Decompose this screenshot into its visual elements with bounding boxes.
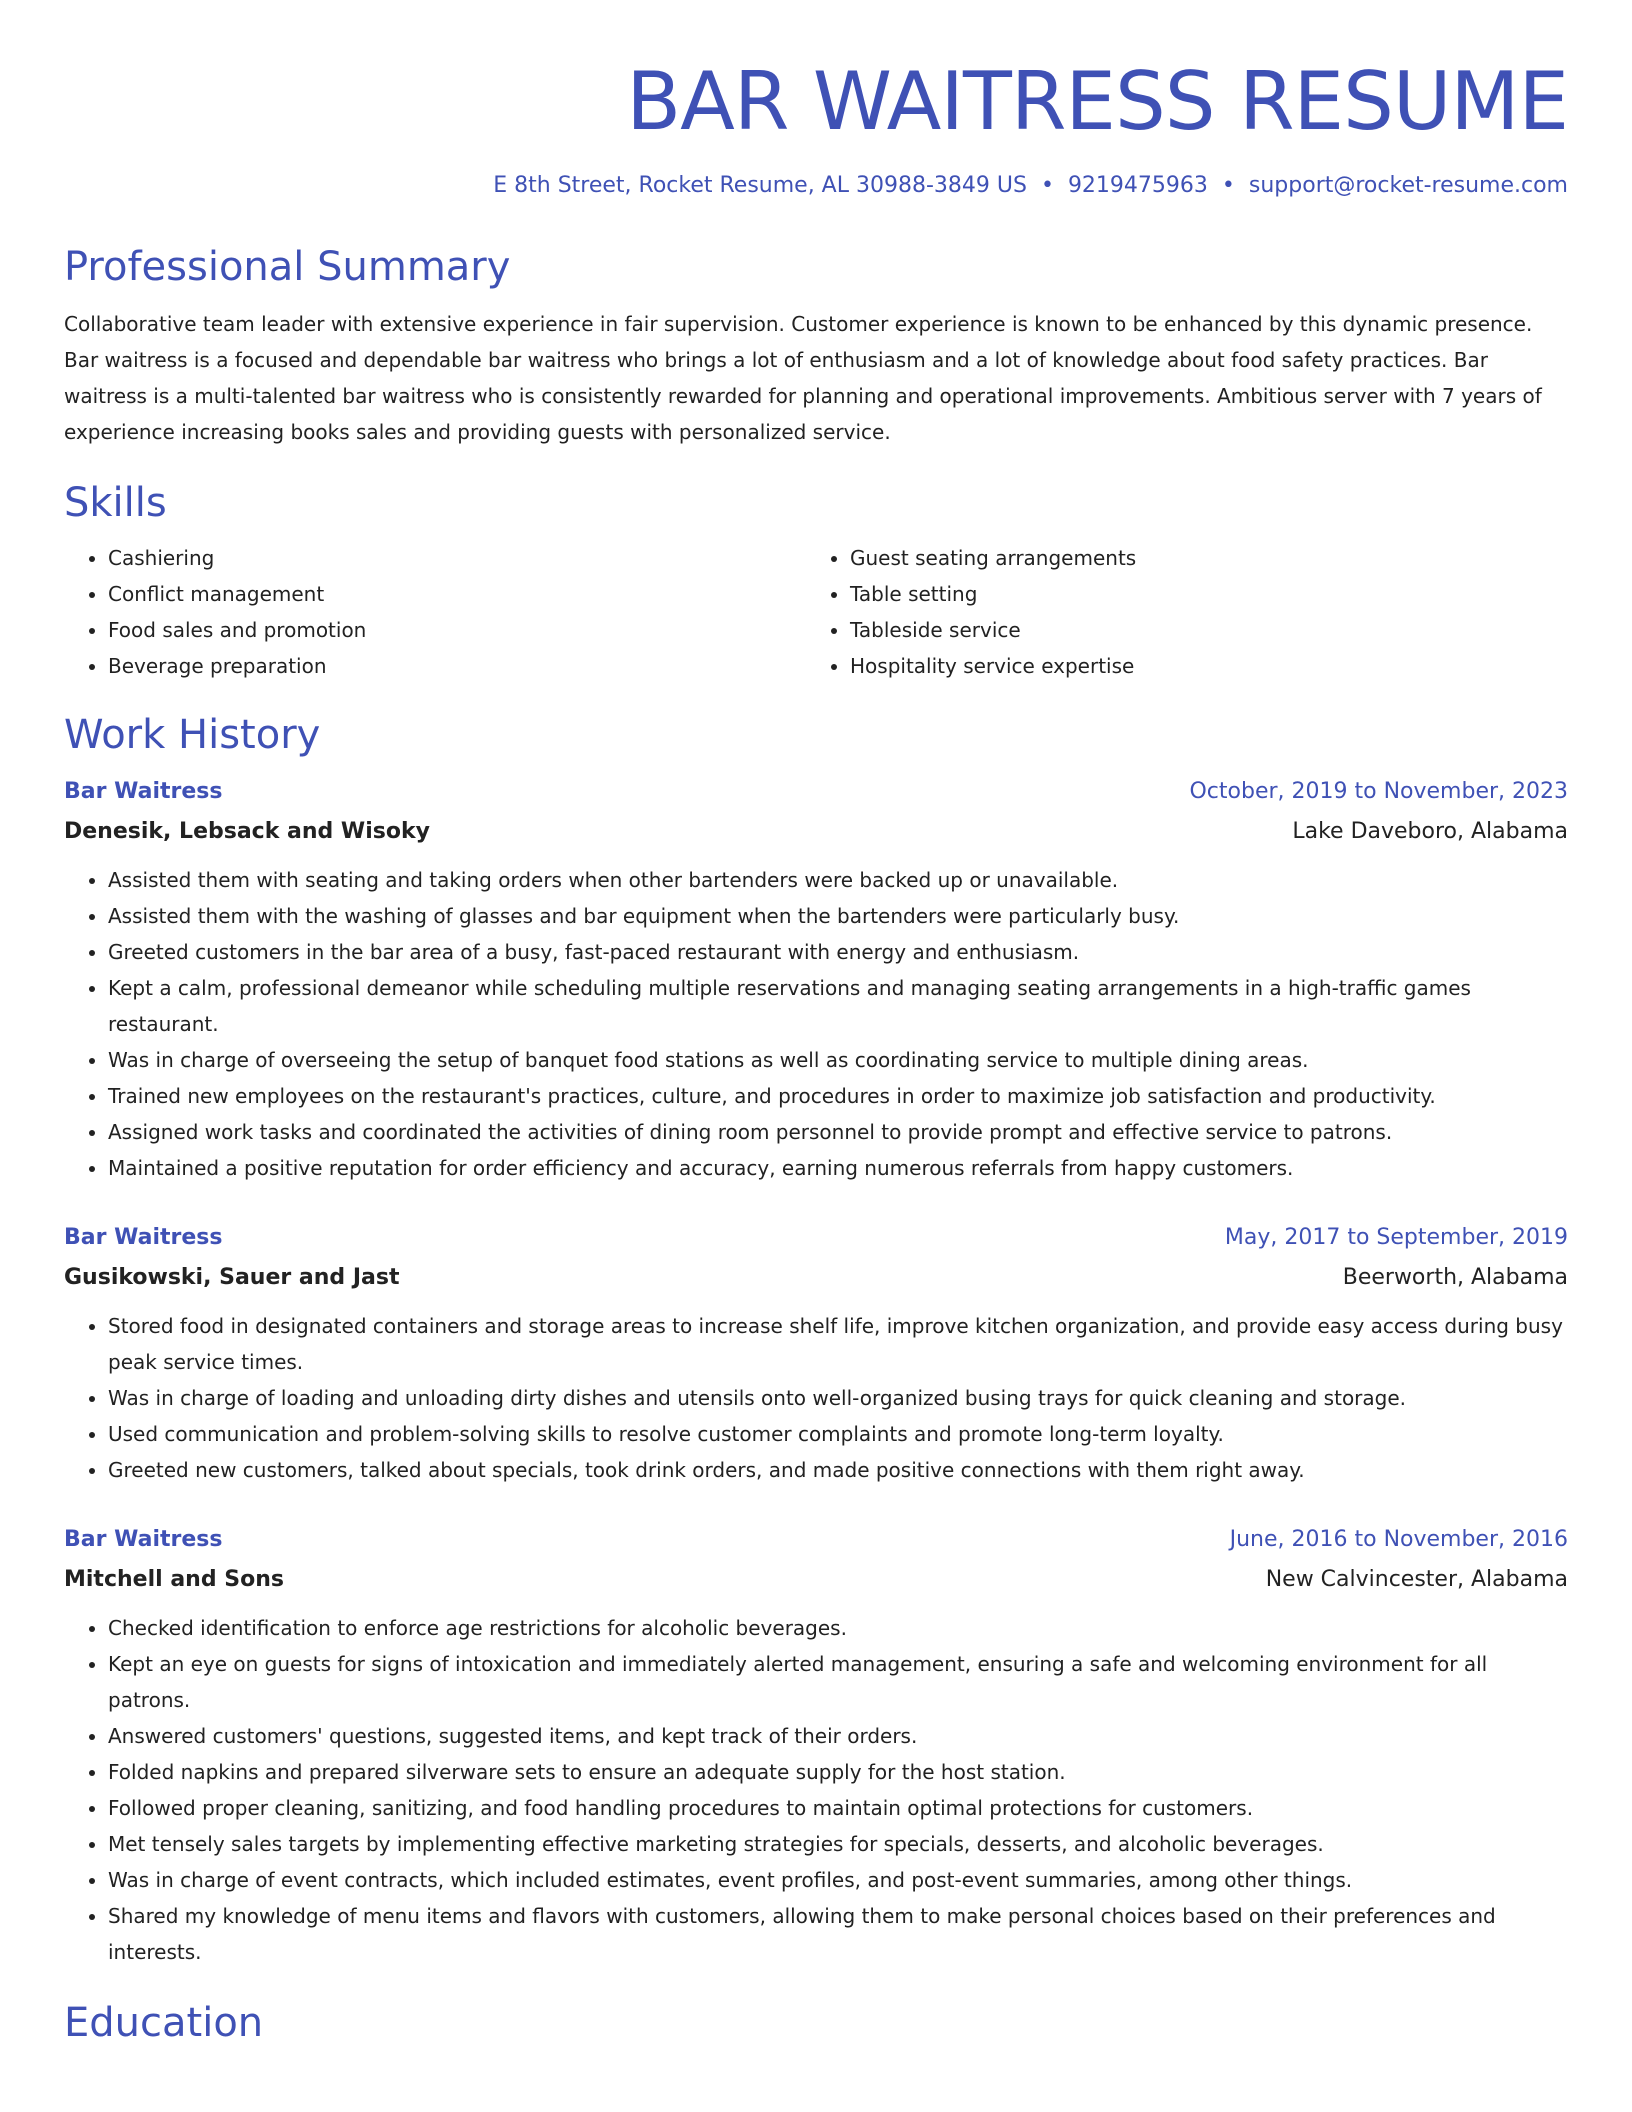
job-bullet: • Kept a calm, professional demeanor while scheduling multiple reservations and managing seating arrangements in a high-traffic games restaurant. bbox=[108, 970, 1568, 1042]
skills-list bbox=[64, 540, 1568, 684]
job-bullet: • Greeted new customers, talked about specials, took drink orders, and made positive connections with them right away. bbox=[108, 1452, 1568, 1488]
job-title: Bar Waitress bbox=[64, 779, 223, 804]
job-bullet: • Followed proper cleaning, sanitizing, and food handling procedures to maintain optimal protections for customers. bbox=[108, 1790, 1568, 1826]
summary-text: Collaborative team leader with extensive experience in fair supervision. Customer experience is known to be enhanced by this dynamic presence. Bar waitress is a focused and dependable bar waitress who brings a lot of enthusiasm and a lot of knowledge about food safety practices. Bar waitress is a multi-talented bar waitress who is consistently rewarded for planning and operational improvements. Ambitious server with 7 years of experience increasing books sales and providing guests with personalized service. bbox=[64, 312, 1542, 444]
job-bullet: • Used communication and problem-solving skills to resolve customer complaints and promote long-term loyalty. bbox=[108, 1416, 1568, 1452]
job-entry bbox=[64, 772, 1568, 1186]
job-entry bbox=[64, 1520, 1568, 1970]
job-company-row bbox=[64, 1560, 1568, 1600]
skills-column-left bbox=[64, 540, 806, 684]
education-heading: Education bbox=[64, 2000, 264, 2046]
job-title: Bar Waitress bbox=[64, 1225, 223, 1250]
job-bullets bbox=[64, 1610, 1568, 1970]
job-bullet: • Stored food in designated containers and storage areas to increase shelf life, improve kitchen organization, and provide easy access during busy peak service times. bbox=[108, 1308, 1568, 1380]
contact-separator: • bbox=[1040, 173, 1054, 198]
job-dates: May, 2017 to September, 2019 bbox=[1224, 1225, 1568, 1250]
skills-heading: Skills bbox=[64, 480, 167, 526]
job-entry bbox=[64, 1218, 1568, 1488]
job-company-row bbox=[64, 812, 1568, 852]
job-bullet: • Met tensely sales targets by implementing effective marketing strategies for specials, desserts, and alcoholic beverages. bbox=[108, 1826, 1568, 1862]
job-bullets bbox=[64, 862, 1568, 1186]
job-dates: October, 2019 to November, 2023 bbox=[1189, 779, 1568, 804]
job-bullet: • Trained new employees on the restaurant's practices, culture, and procedures in order to maximize job satisfaction and productivity. bbox=[108, 1078, 1568, 1114]
job-company: Mitchell and Sons bbox=[64, 1567, 284, 1592]
job-bullet: • Kept an eye on guests for signs of intoxication and immediately alerted management, ensuring a safe and welcoming environment for all patrons. bbox=[108, 1646, 1568, 1718]
job-bullet: • Answered customers' questions, suggested items, and kept track of their orders. bbox=[108, 1718, 1568, 1754]
job-company: Denesik, Lebsack and Wisoky bbox=[64, 819, 430, 844]
contact-email: support@rocket-resume.com bbox=[1248, 173, 1568, 198]
job-header-row bbox=[64, 772, 1568, 812]
job-bullet: • Was in charge of loading and unloading dirty dishes and utensils onto well-organized busing trays for quick cleaning and storage. bbox=[108, 1380, 1568, 1416]
job-bullet: • Checked identification to enforce age restrictions for alcoholic beverages. bbox=[108, 1610, 1568, 1646]
job-location: New Calvincester, Alabama bbox=[1265, 1567, 1568, 1592]
job-bullet: • Was in charge of overseeing the setup of banquet food stations as well as coordinating service to multiple dining areas. bbox=[108, 1042, 1568, 1078]
contact-phone: 9219475963 bbox=[1067, 173, 1208, 198]
job-dates: June, 2016 to November, 2016 bbox=[1229, 1527, 1568, 1552]
job-bullet: • Maintained a positive reputation for order efficiency and accuracy, earning numerous referrals from happy customers. bbox=[108, 1150, 1568, 1186]
job-location: Lake Daveboro, Alabama bbox=[1292, 819, 1568, 844]
contact-line bbox=[64, 170, 1568, 202]
job-bullet: • Assisted them with the washing of glasses and bar equipment when the bartenders were particularly busy. bbox=[108, 898, 1568, 934]
job-bullet: • Shared my knowledge of menu items and flavors with customers, allowing them to make personal choices based on their preferences and interests. bbox=[108, 1898, 1568, 1970]
skill-item: • Conflict management bbox=[108, 576, 806, 612]
job-bullet: • Assisted them with seating and taking orders when other bartenders were backed up or unavailable. bbox=[108, 862, 1568, 898]
job-company: Gusikowski, Sauer and Jast bbox=[64, 1265, 400, 1290]
work-history-heading: Work History bbox=[64, 712, 321, 758]
skill-item: • Beverage preparation bbox=[108, 648, 806, 684]
skill-item: • Guest seating arrangements bbox=[850, 540, 1548, 576]
resume-header bbox=[64, 55, 1568, 202]
skill-item: • Cashiering bbox=[108, 540, 806, 576]
job-bullet: • Greeted customers in the bar area of a busy, fast-paced restaurant with energy and enthusiasm. bbox=[108, 934, 1568, 970]
skills-column-right bbox=[806, 540, 1548, 684]
resume-name: BAR WAITRESS RESUME bbox=[626, 55, 1568, 148]
skill-item: • Tableside service bbox=[850, 612, 1548, 648]
resume-page bbox=[64, 0, 1568, 2048]
job-bullet: • Folded napkins and prepared silverware sets to ensure an adequate supply for the host station. bbox=[108, 1754, 1568, 1790]
job-title: Bar Waitress bbox=[64, 1527, 223, 1552]
job-bullet: • Was in charge of event contracts, which included estimates, event profiles, and post-event summaries, among other things. bbox=[108, 1862, 1568, 1898]
job-bullets bbox=[64, 1308, 1568, 1488]
contact-separator: • bbox=[1221, 173, 1235, 198]
job-header-row bbox=[64, 1520, 1568, 1560]
job-header-row bbox=[64, 1218, 1568, 1258]
contact-address: E 8th Street, Rocket Resume, AL 30988-3849 US bbox=[493, 173, 1027, 198]
job-company-row bbox=[64, 1258, 1568, 1298]
job-bullet: • Assigned work tasks and coordinated the activities of dining room personnel to provide prompt and effective service to patrons. bbox=[108, 1114, 1568, 1150]
skill-item: • Food sales and promotion bbox=[108, 612, 806, 648]
job-location: Beerworth, Alabama bbox=[1342, 1265, 1568, 1290]
skill-item: • Hospitality service expertise bbox=[850, 648, 1548, 684]
skill-item: • Table setting bbox=[850, 576, 1548, 612]
summary-heading: Professional Summary bbox=[64, 244, 511, 290]
